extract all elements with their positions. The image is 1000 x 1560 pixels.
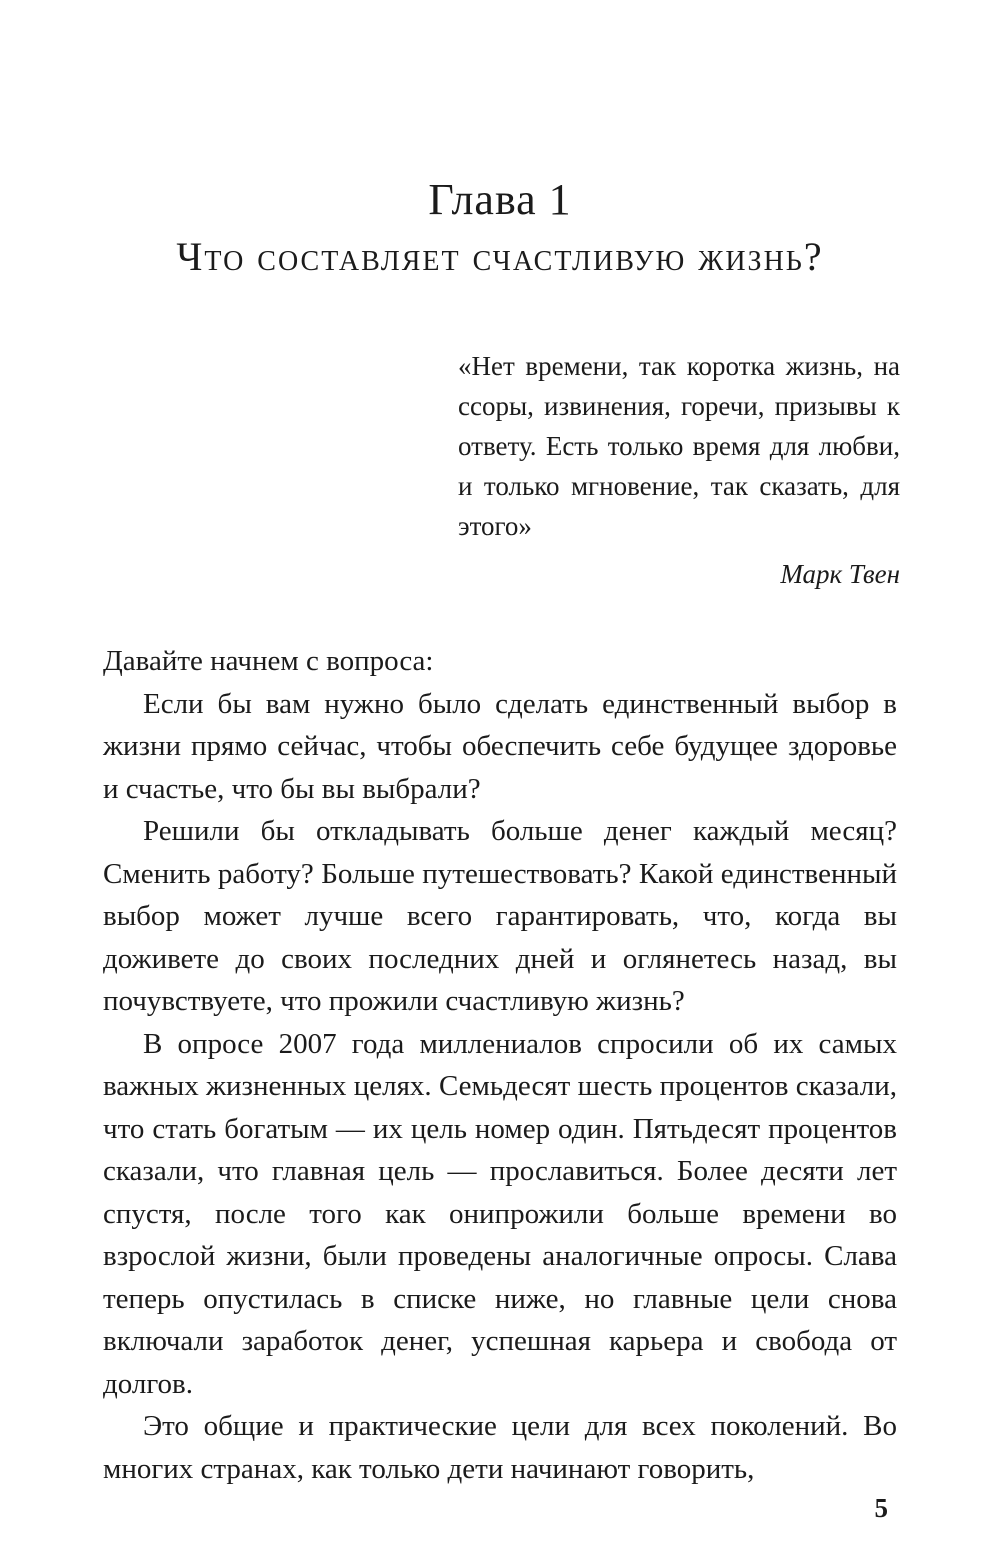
- paragraph: Давайте начнем с вопроса:: [103, 645, 434, 677]
- epigraph-text: «Нет времени, так коротка жизнь, на ссоры, извинения, горечи, призывы к ответу. Есть только время для любви, и только мгновение, так сказать, для этого»: [458, 351, 900, 541]
- body-text: [103, 640, 897, 1490]
- chapter-heading: [0, 0, 1000, 284]
- epigraph-attribution: Марк Твен: [780, 559, 900, 589]
- chapter-title: Что составляет счастливую жизнь?: [176, 234, 824, 279]
- chapter-label: Глава 1: [428, 175, 572, 224]
- paragraph: В опросе 2007 года миллениалов спросили об их самых важных жизненных целях. Семьдесят шесть процентов сказали, что стать богатым — их цель номер один. Пятьдесят процентов сказали, что главная цель — прославиться. Более десяти лет спустя, после того как онипрожили больше времени во взрослой жизни, были проведены аналогичные опросы. Слава теперь опустилась в списке ниже, но главные цели снова включали заработок денег, успешная карьера и свобода от долгов.: [103, 1027, 897, 1400]
- page-number: 5: [874, 1493, 888, 1523]
- paragraph: Решили бы откладывать больше денег каждый месяц? Сменить работу? Больше путешествовать? Какой единственный выбор может лучше всего гарантировать, что, когда вы доживете до своих последних дней и оглянетесь назад, вы почувствуете, что прожили счастливую жизнь?: [103, 815, 897, 1017]
- paragraph: Если бы вам нужно было сделать единственный выбор в жизни прямо сейчас, чтобы обеспечить себе будущее здоровье и счастье, что бы вы выбрали?: [103, 687, 897, 805]
- paragraph: Это общие и практические цели для всех поколений. Во многих странах, как только дети начинают говорить,: [103, 1410, 897, 1485]
